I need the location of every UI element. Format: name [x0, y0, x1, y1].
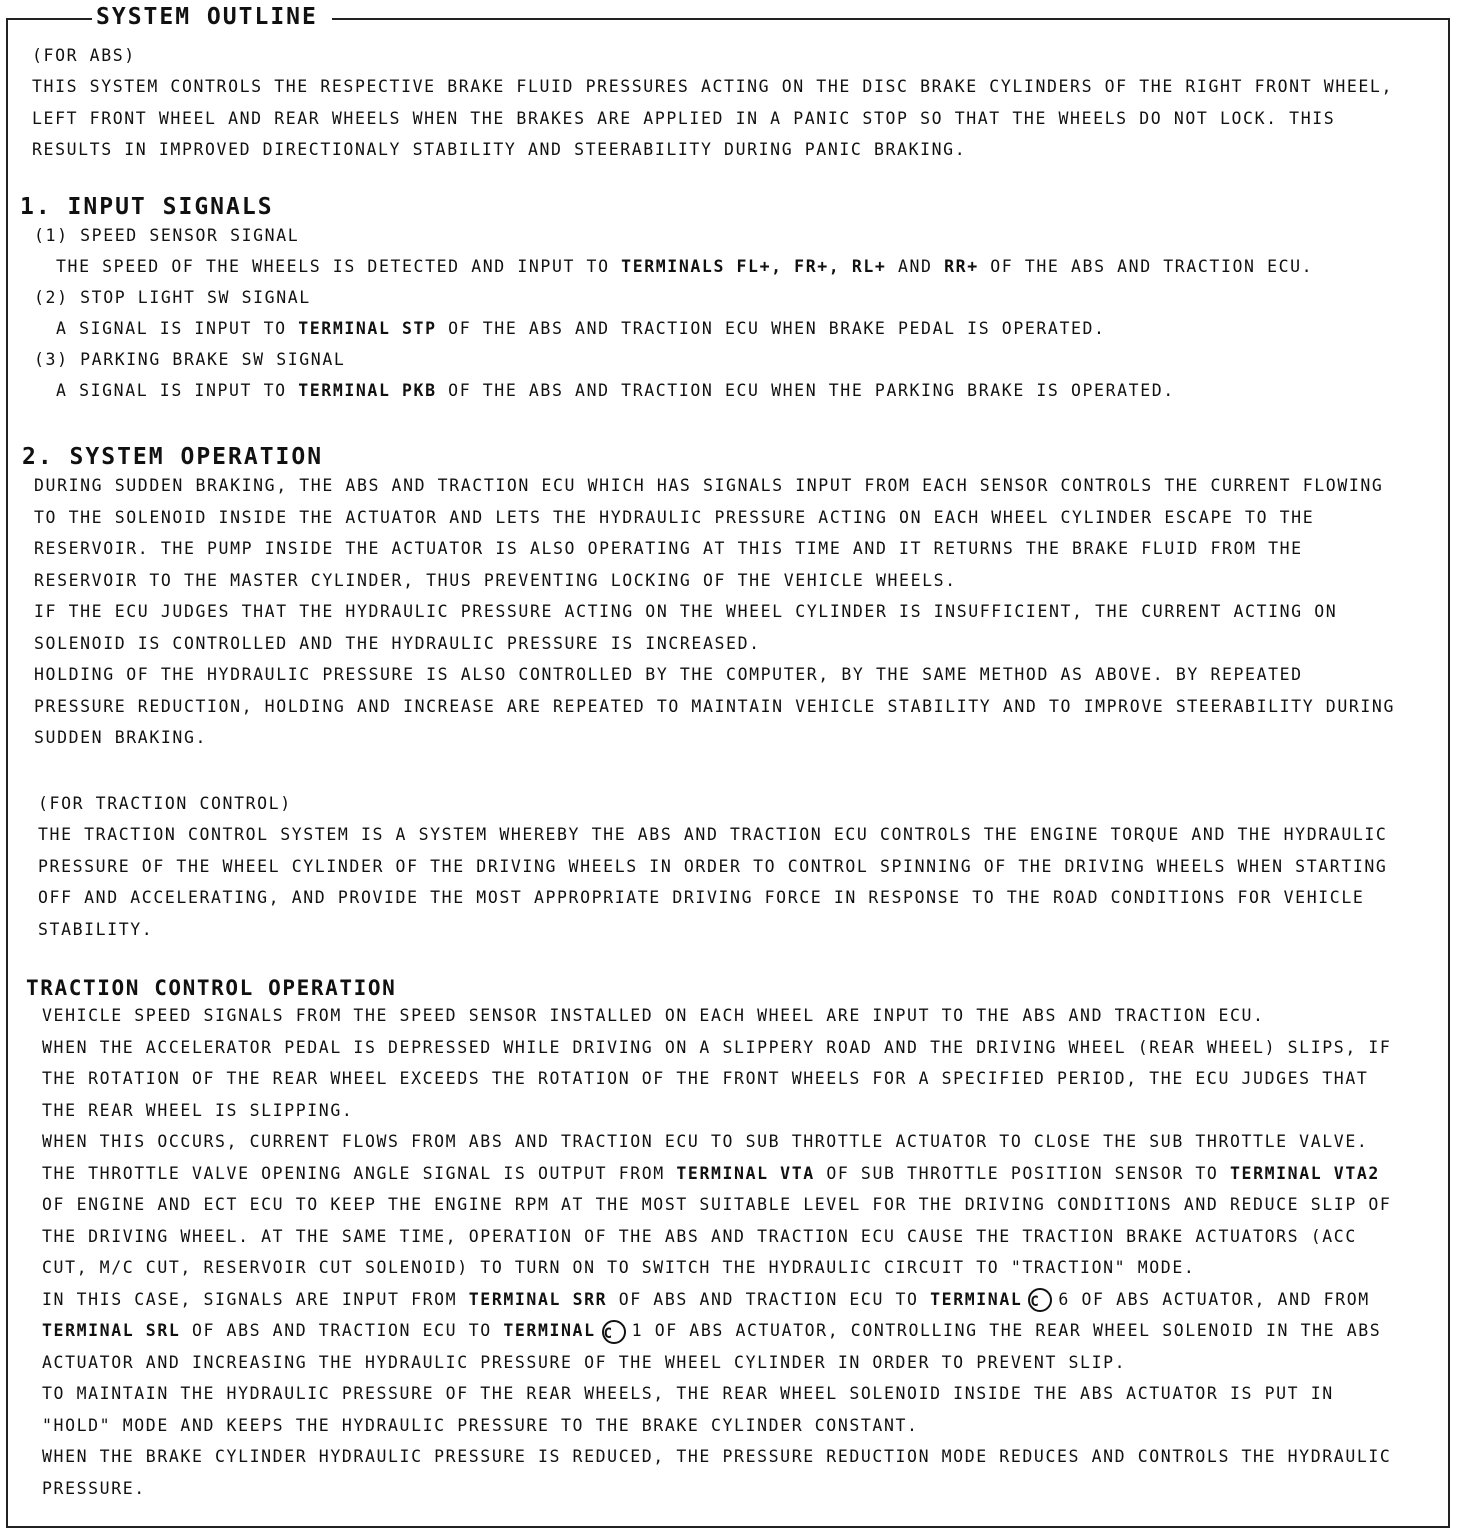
title-bar [36, 4, 332, 30]
tc-line: WHEN THE ACCELERATOR PEDAL IS DEPRESSED WHILE DRIVING ON A SLIPPERY ROAD AND THE DRIVING WHEEL (REAR WHEEL) SLIPS, IF [42, 1037, 1392, 1057]
input-signals-section [20, 194, 1430, 406]
text-run: OF THE ABS AND TRACTION ECU WHEN BRAKE PEDAL IS OPERATED. [436, 319, 1106, 338]
operation-line: PRESSURE REDUCTION, HOLDING AND INCREASE ARE REPEATED TO MAINTAIN VEHICLE STABILITY AND TO IMPROVE STEERABILITY DURING [34, 696, 1395, 716]
tc-line: THE ROTATION OF THE REAR WHEEL EXCEEDS THE ROTATION OF THE FRONT WHEELS FOR A SPECIFIED PERIOD, THE ECU JUDGES THAT [42, 1069, 1369, 1088]
traction-line: THE TRACTION CONTROL SYSTEM IS A SYSTEM WHEREBY THE ABS AND TRACTION ECU CONTROLS THE ENGINE TORQUE AND THE HYDRAULIC [38, 825, 1388, 844]
tc-line: THE DRIVING WHEEL. AT THE SAME TIME, OPERATION OF THE ABS AND TRACTION ECU CAUSE THE TRACTION BRAKE ACTUATORS (ACC [42, 1226, 1357, 1246]
stop-light-text [20, 313, 1430, 344]
tc-line: THE REAR WHEEL IS SLIPPING. [42, 1100, 354, 1120]
terminal-ref: TERMINAL VTA [676, 1163, 815, 1183]
operation-line: HOLDING OF THE HYDRAULIC PRESSURE IS ALSO CONTROLLED BY THE COMPUTER, BY THE SAME METHOD AS ABOVE. BY REPEATED [34, 665, 1303, 684]
text-run: OF THE ABS AND TRACTION ECU WHEN THE PARKING BRAKE IS OPERATED. [436, 381, 1175, 400]
text-run: OF THE ABS AND TRACTION ECU. [978, 257, 1314, 276]
traction-section [38, 788, 1448, 945]
text-run: A SIGNAL IS INPUT TO [56, 381, 299, 400]
tc-line: OF ENGINE AND ECT ECU TO KEEP THE ENGINE RPM AT THE MOST SUITABLE LEVEL FOR THE DRIVING CONDITIONS AND REDUCE SLIP OF [42, 1195, 1392, 1214]
text-run: 6 OF ABS ACTUATOR, AND FROM [1058, 1289, 1370, 1309]
abs-line: THIS SYSTEM CONTROLS THE RESPECTIVE BRAKE FLUID PRESSURES ACTING ON THE DISC BRAKE CYLINDERS OF THE RIGHT FRONT WHEEL, [32, 77, 1393, 96]
terminal-ref: TERMINAL [930, 1289, 1023, 1309]
text-run: THE SPEED OF THE WHEELS IS DETECTED AND INPUT TO [56, 257, 622, 276]
tc-line [42, 1158, 1436, 1190]
tc-line: WHEN THIS OCCURS, CURRENT FLOWS FROM ABS AND TRACTION ECU TO SUB THROTTLE ACTUATOR TO CLOSE THE SUB THROTTLE VALVE. [42, 1132, 1369, 1151]
tc-operation-section [26, 976, 1436, 1504]
abs-section [32, 40, 1442, 166]
abs-line: RESULTS IN IMPROVED DIRECTIONALY STABILITY AND STEERABILITY DURING PANIC BRAKING. [32, 140, 967, 159]
parking-brake-title: (3) PARKING BRAKE SW SIGNAL [34, 350, 346, 369]
text-run: OF ABS AND TRACTION ECU TO [607, 1289, 931, 1309]
traction-label: (FOR TRACTION CONTROL) [38, 794, 292, 813]
tc-line: "HOLD" MODE AND KEEPS THE HYDRAULIC PRESSURE TO THE BRAKE CYLINDER CONSTANT. [42, 1415, 919, 1435]
connector-c-icon: C [602, 1320, 626, 1344]
text-run: THE THROTTLE VALVE OPENING ANGLE SIGNAL IS OUTPUT FROM [42, 1163, 677, 1183]
terminal-ref: TERMINAL STP [298, 319, 437, 338]
system-operation-heading: 2. SYSTEM OPERATION [22, 444, 324, 470]
terminal-ref: TERMINAL [503, 1321, 596, 1340]
parking-brake-text [20, 375, 1430, 406]
stop-light-title: (2) STOP LIGHT SW SIGNAL [34, 288, 311, 307]
tc-line [42, 1284, 1436, 1316]
page-title: SYSTEM OUTLINE [96, 4, 318, 30]
tc-line: ACTUATOR AND INCREASING THE HYDRAULIC PRESSURE OF THE WHEEL CYLINDER IN ORDER TO PREVENT SLIP. [42, 1352, 1127, 1372]
operation-line: SUDDEN BRAKING. [34, 728, 208, 747]
terminal-ref: TERMINAL PKB [298, 381, 437, 400]
terminal-ref: TERMINAL VTA2 [1230, 1163, 1380, 1183]
text-run: 1 OF ABS ACTUATOR, CONTROLLING THE REAR WHEEL SOLENOID IN THE ABS [631, 1321, 1382, 1340]
system-operation-section [22, 444, 1432, 754]
traction-line: OFF AND ACCELERATING, AND PROVIDE THE MOST APPROPRIATE DRIVING FORCE IN RESPONSE TO THE ROAD CONDITIONS FOR VEHICLE [38, 888, 1365, 907]
abs-label: (FOR ABS) [32, 46, 136, 65]
text-run: AND [886, 257, 945, 276]
abs-line: LEFT FRONT WHEEL AND REAR WHEELS WHEN THE BRAKES ARE APPLIED IN A PANIC STOP SO THAT THE WHEELS DO NOT LOCK. THIS [32, 108, 1336, 128]
text-run: A SIGNAL IS INPUT TO [56, 319, 299, 338]
terminal-ref: RR+ [944, 257, 979, 276]
terminal-ref: TERMINALS FL+, FR+, RL+ [621, 257, 887, 276]
input-signals-heading: 1. INPUT SIGNALS [20, 194, 274, 220]
tc-line: WHEN THE BRAKE CYLINDER HYDRAULIC PRESSURE IS REDUCED, THE PRESSURE REDUCTION MODE REDUCES AND CONTROLS THE HYDRAULIC [42, 1447, 1392, 1466]
tc-line [42, 1315, 1436, 1347]
connector-c-icon: C [1028, 1288, 1052, 1312]
speed-sensor-text [20, 251, 1430, 282]
speed-sensor-title: (1) SPEED SENSOR SIGNAL [34, 226, 300, 245]
operation-line: DURING SUDDEN BRAKING, THE ABS AND TRACTION ECU WHICH HAS SIGNALS INPUT FROM EACH SENSOR CONTROLS THE CURRENT FLOWING [34, 476, 1384, 495]
terminal-ref: TERMINAL SRL [42, 1321, 181, 1340]
operation-line: RESERVOIR. THE PUMP INSIDE THE ACTUATOR IS ALSO OPERATING AT THIS TIME AND IT RETURNS THE BRAKE FLUID FROM THE [34, 539, 1303, 558]
tc-operation-heading: TRACTION CONTROL OPERATION [26, 976, 397, 1000]
tc-line: PRESSURE. [42, 1478, 146, 1498]
traction-line: PRESSURE OF THE WHEEL CYLINDER OF THE DRIVING WHEELS IN ORDER TO CONTROL SPINNING OF THE DRIVING WHEELS WHEN STARTING [38, 856, 1388, 876]
operation-line: TO THE SOLENOID INSIDE THE ACTUATOR AND LETS THE HYDRAULIC PRESSURE ACTING ON EACH WHEEL CYLINDER ESCAPE TO THE [34, 507, 1315, 527]
tc-line: VEHICLE SPEED SIGNALS FROM THE SPEED SENSOR INSTALLED ON EACH WHEEL ARE INPUT TO THE ABS AND TRACTION ECU. [42, 1006, 1265, 1025]
tc-line: TO MAINTAIN THE HYDRAULIC PRESSURE OF THE REAR WHEELS, THE REAR WHEEL SOLENOID INSIDE THE ABS ACTUATOR IS PUT IN [42, 1384, 1334, 1403]
terminal-ref: TERMINAL SRR [468, 1289, 608, 1309]
operation-line: SOLENOID IS CONTROLLED AND THE HYDRAULIC PRESSURE IS INCREASED. [34, 633, 761, 653]
operation-line: IF THE ECU JUDGES THAT THE HYDRAULIC PRESSURE ACTING ON THE WHEEL CYLINDER IS INSUFFICIENT, THE CURRENT ACTING ON [34, 602, 1338, 621]
traction-line: STABILITY. [38, 919, 154, 939]
text-run: IN THIS CASE, SIGNALS ARE INPUT FROM [42, 1289, 469, 1309]
tc-line: CUT, M/C CUT, RESERVOIR CUT SOLENOID) TO TURN ON TO SWITCH THE HYDRAULIC CIRCUIT TO "TRACTION" MODE. [42, 1258, 1196, 1277]
text-run: OF ABS AND TRACTION ECU TO [180, 1321, 504, 1340]
text-run: OF SUB THROTTLE POSITION SENSOR TO [814, 1163, 1230, 1183]
operation-line: RESERVOIR TO THE MASTER CYLINDER, THUS PREVENTING LOCKING OF THE VEHICLE WHEELS. [34, 570, 957, 590]
